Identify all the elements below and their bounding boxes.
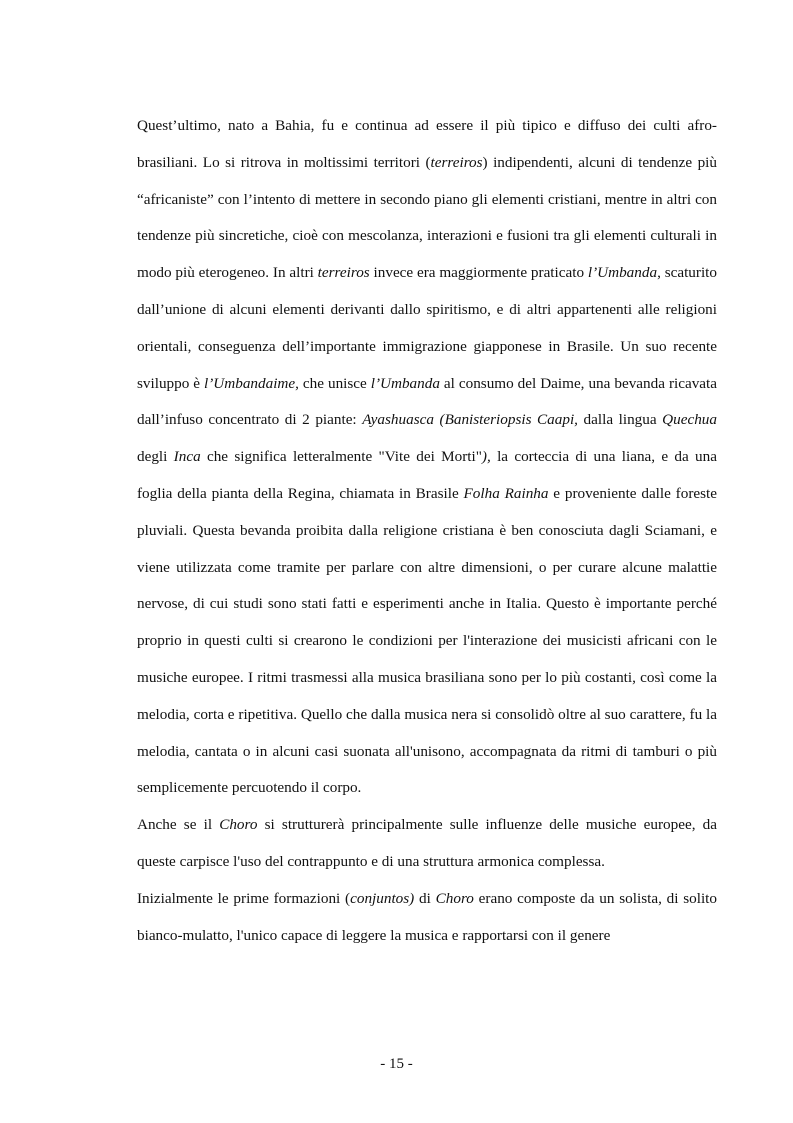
- text-run: degli: [137, 448, 174, 466]
- italic-text: Ayashuasca (Banisteriopsis Caapi,: [362, 411, 578, 429]
- italic-text: Inca: [173, 448, 201, 466]
- page-number: - 15 -: [380, 1056, 413, 1072]
- italic-text: Choro: [219, 816, 258, 834]
- text-run: erano composte da un solista, di solito bianco-mulatto, l'unico capace di leggere la musica e rapportarsi con il genere: [137, 889, 717, 944]
- italic-text: conjuntos): [350, 889, 415, 907]
- text-run: ) indipendenti, alcuni di tendenze più “africaniste” con l’intento di mettere in secondo piano gli elementi cristiani, mentre in altri con tendenze più sincretiche, cioè con mescolanza, interazioni e fusioni tra gli elementi culturali in modo più eterogeneo. In altri: [137, 153, 717, 282]
- text-run: che significa letteralmente "Vite dei Morti": [200, 448, 482, 466]
- text-run: di: [414, 889, 436, 907]
- text-run: si strutturerà principalmente sulle influenze delle musiche europee, da queste carpisce l'uso del contrappunto e di una struttura armonica complessa.: [137, 816, 717, 870]
- paragraph-3: [137, 881, 717, 955]
- italic-text: ),: [481, 448, 491, 466]
- italic-text: l’Umbanda: [370, 374, 440, 392]
- text-run: dalla lingua: [577, 411, 663, 429]
- italic-text: Choro: [435, 889, 474, 907]
- text-run: , scaturito dall’unione di alcuni elementi derivanti dallo spiritismo, e di altri appartenenti alle religioni orientali, conseguenza dell’importante immigrazione giapponese in Brasile. Un suo recente sviluppo è: [137, 264, 717, 392]
- italic-text: l’Umbandaime: [204, 374, 296, 392]
- italic-text: l’Umbanda: [587, 264, 658, 282]
- paragraph-2: [137, 807, 717, 881]
- italic-text: Quechua: [662, 411, 717, 429]
- text-run: e proveniente dalle foreste pluviali. Questa bevanda proibita dalla religione cristiana è ben conosciuta dagli Sciamani, e viene utilizzata come tramite per parlare con altre dimensioni, o per curare alcune malattie nervose, di cui studi sono stati fatti e esperimenti anche in Italia. Questo è importante perché proprio in questi culti si crearono le condizioni per l'interazione dei musicisti africani con le musiche europee. I ritmi trasmessi alla musica brasiliana sono per lo più costanti, così come la melodia, corta e ripetitiva. Quello che dalla musica nera si consolidò oltre al suo carattere, fu la melodia, cantata o in alcuni casi suonata all'unisono, accompagnata da ritmi di tamburi o più semplicemente percuotendo il corpo.: [137, 484, 717, 797]
- text-run: , che unisce: [295, 374, 371, 392]
- italic-text: Folha Rainha: [463, 484, 549, 502]
- paragraph-1: [137, 108, 717, 807]
- text-run: Inizialmente le prime formazioni (: [137, 889, 351, 907]
- body-text: [137, 108, 717, 954]
- italic-text: terreiros: [317, 264, 370, 282]
- italic-text: terreiros: [430, 153, 483, 171]
- text-run: Quest’ultimo, nato a Bahia, fu e continua ad essere il più tipico e diffuso dei culti afro-brasiliani. Lo si ritrova in moltissimi territori (: [137, 117, 717, 171]
- text-run: Anche se il: [137, 816, 220, 834]
- text-run: la corteccia di una liana, e da una foglia della pianta della Regina, chiamata in Brasile: [137, 448, 717, 502]
- text-run: invece era maggiormente praticato: [369, 264, 588, 282]
- text-run: al consumo del Daime, una bevanda ricavata dall’infuso concentrato di 2 piante:: [137, 374, 717, 429]
